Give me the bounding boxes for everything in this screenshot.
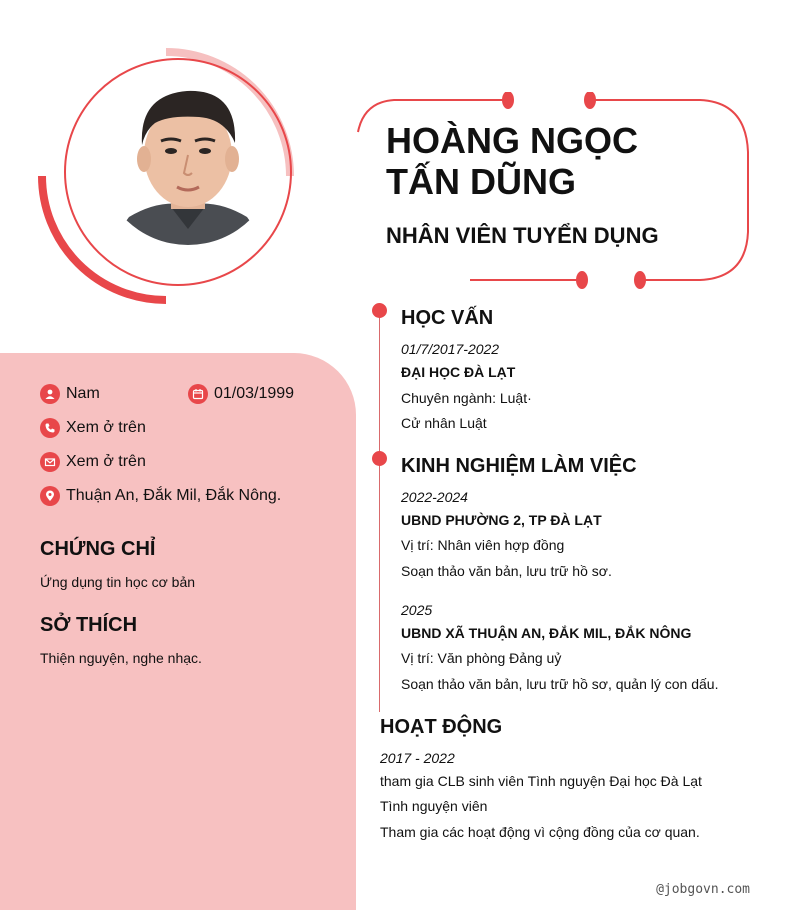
email-text: Xem ở trên: [66, 453, 146, 470]
education-major: Chuyên ngành: Luật·: [401, 390, 532, 406]
job-2-org: UBND XÃ THUẬN AN, ĐẮK MIL, ĐẮK NÔNG: [401, 625, 692, 641]
job-2-desc: Soạn thảo văn bản, lưu trữ hồ sơ, quản lý con dấu.: [401, 676, 719, 692]
timeline-dot-experience: [372, 451, 387, 466]
candidate-name: [386, 120, 746, 202]
gender-row: [40, 384, 100, 404]
job-1-desc: Soạn thảo văn bản, lưu trữ hồ sơ.: [401, 563, 612, 579]
certificates-text: Ứng dụng tin học cơ bản: [40, 574, 196, 590]
mail-icon: [40, 452, 60, 472]
education-period: 01/7/2017-2022: [401, 341, 500, 357]
watermark: @jobgovn.com: [656, 882, 750, 897]
hobbies-text: Thiện nguyện, nghe nhạc.: [40, 650, 202, 666]
job-2-period: 2025: [401, 602, 433, 618]
education-degree: Cử nhân Luật: [401, 415, 487, 431]
job-1-period: 2022-2024: [401, 489, 468, 505]
education-school: ĐẠI HỌC ĐÀ LẠT: [401, 364, 516, 380]
name-line-1: HOÀNG NGỌC: [386, 120, 638, 161]
certificates-title: CHỨNG CHỈ: [40, 538, 156, 560]
name-line-2: TẤN DŨNG: [386, 161, 576, 202]
activities-title: HOẠT ĐỘNG: [380, 716, 503, 738]
location-icon: [40, 486, 60, 506]
email-row: [40, 452, 146, 472]
timeline-line: [379, 310, 380, 712]
activities-line-1: tham gia CLB sinh viên Tình nguyện Đại học Đà Lạt: [380, 773, 702, 789]
calendar-icon: [188, 384, 208, 404]
birthday-text: 01/03/1999: [214, 385, 295, 402]
activities-period: 2017 - 2022: [380, 750, 455, 766]
job-1-org: UBND PHƯỜNG 2, TP ĐÀ LẠT: [401, 512, 602, 528]
avatar: [99, 67, 277, 245]
profile-photo-frame: [38, 48, 294, 304]
timeline-dot-education: [372, 303, 387, 318]
user-icon: [40, 384, 60, 404]
education-title: HỌC VẤN: [401, 307, 494, 329]
birthday-row: [188, 384, 294, 404]
job-1-position: Vị trí: Nhân viên hợp đồng: [401, 537, 565, 553]
address-row: [40, 486, 281, 506]
phone-row: [40, 418, 146, 438]
job-2-position: Vị trí: Văn phòng Đảng uỷ: [401, 650, 562, 666]
experience-title: KINH NGHIỆM LÀM VIỆC: [401, 455, 637, 477]
gender-text: Nam: [66, 385, 100, 402]
job-title: NHÂN VIÊN TUYỂN DỤNG: [386, 223, 659, 248]
activities-line-3: Tham gia các hoạt động vì cộng đồng của cơ quan.: [380, 824, 700, 840]
phone-icon: [40, 418, 60, 438]
phone-text: Xem ở trên: [66, 419, 146, 436]
address-text: Thuận An, Đắk Mil, Đắk Nông.: [66, 487, 282, 504]
activities-line-2: Tình nguyện viên: [380, 798, 488, 814]
hobbies-title: SỞ THÍCH: [40, 614, 138, 636]
